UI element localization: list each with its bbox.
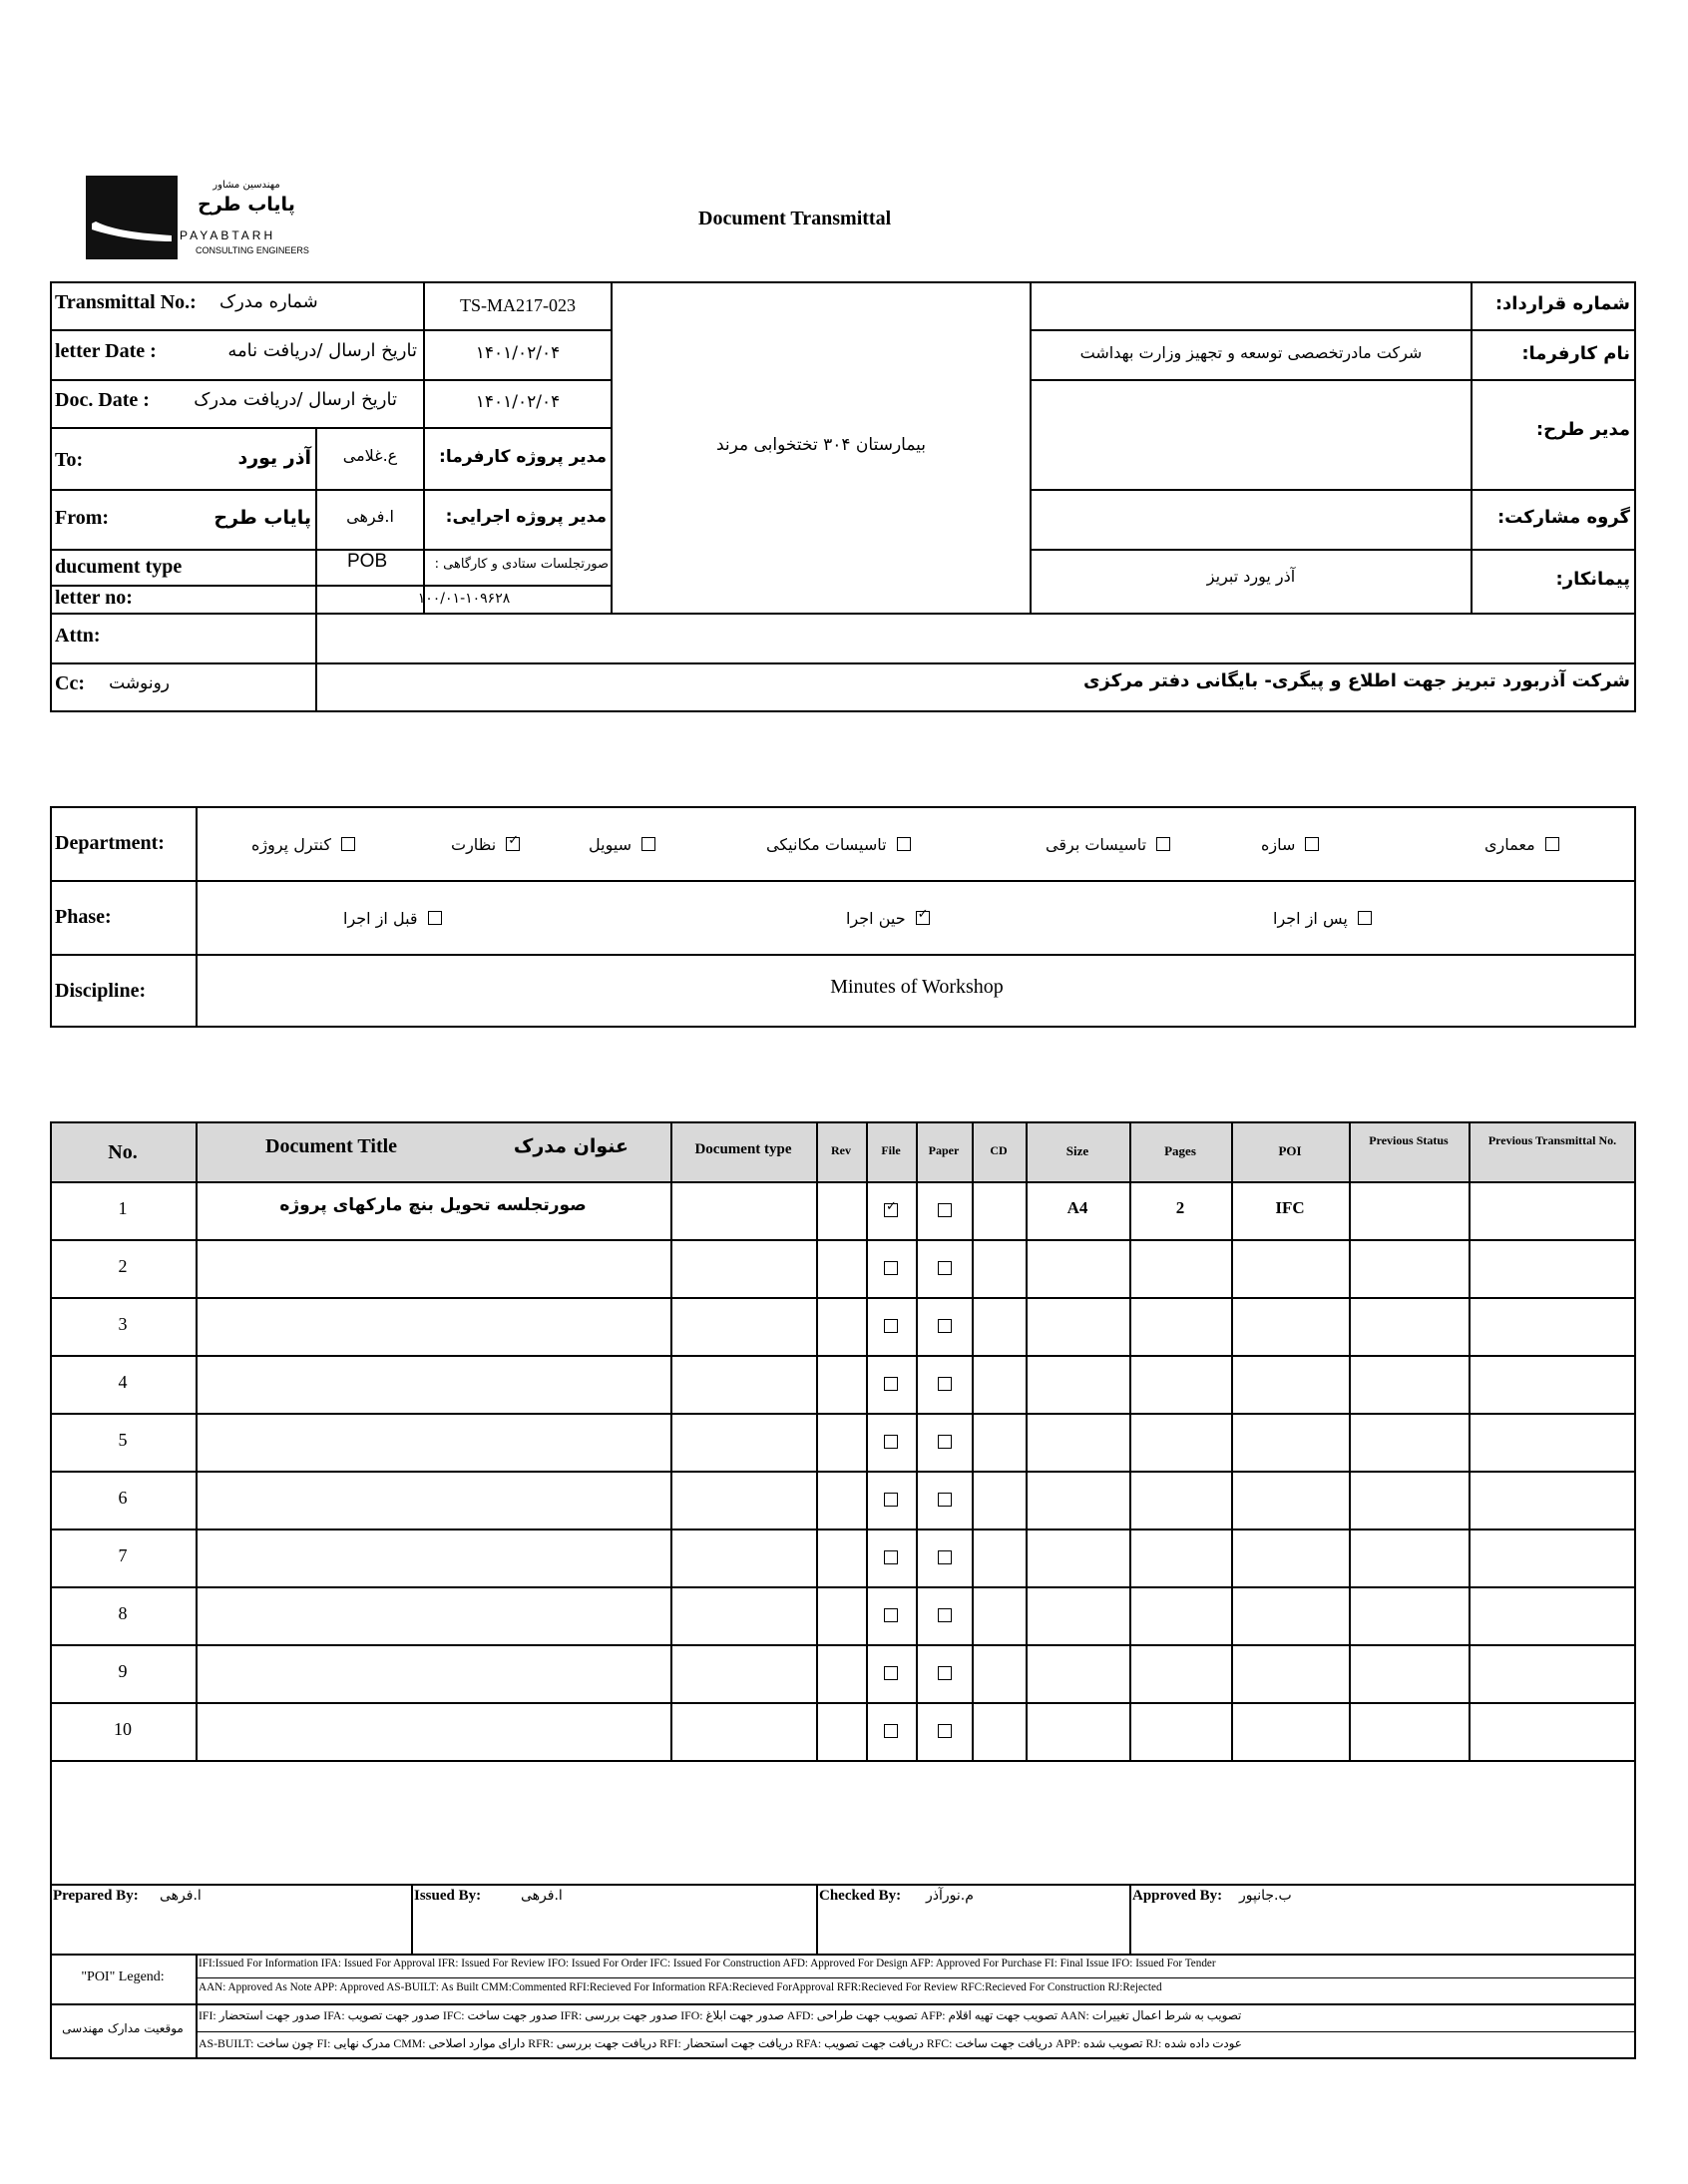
logo-text-fa: پایاب طرح xyxy=(198,194,295,216)
logo-subtext: CONSULTING ENGINEERS xyxy=(196,245,309,255)
phase-option-label: قبل از اجرا xyxy=(343,908,418,928)
department-option[interactable] xyxy=(451,824,520,864)
row-file-checkbox[interactable] xyxy=(884,1608,898,1622)
cc-value: شرکت آذربورد تبریز جهت اطلاع و پیگری- بایگانی دفتر مرکزی xyxy=(1083,670,1630,691)
from-person: ا.فرهی xyxy=(346,507,394,526)
signature-approved-value: ب.جانپور xyxy=(1239,1888,1292,1904)
row-file-checkbox[interactable] xyxy=(884,1666,898,1680)
table-header-file: File xyxy=(881,1143,901,1157)
employer-value: شرکت مادرتخصصی توسعه و تجهیز وزارت بهداشت xyxy=(1079,343,1423,362)
department-checkbox[interactable] xyxy=(897,837,911,851)
table-header-no: No. xyxy=(108,1141,138,1163)
from-label: From: xyxy=(55,507,110,529)
row-file-checkbox[interactable] xyxy=(884,1203,898,1217)
row-file-checkbox[interactable] xyxy=(884,1724,898,1738)
to-person: ع.غلامی xyxy=(342,446,398,465)
doc-date-label: Doc. Date : xyxy=(55,389,150,411)
cc-label-fa: رونوشت xyxy=(109,673,170,693)
row-number: 5 xyxy=(118,1430,128,1450)
department-option-label: کنترل پروژه xyxy=(251,834,331,854)
row-poi: IFC xyxy=(1275,1198,1305,1217)
phase-label: Phase: xyxy=(55,906,112,928)
signature-checked-label: Checked By: xyxy=(819,1888,902,1904)
to-role: مدیر پروژه کارفرما: xyxy=(439,447,607,467)
discipline-label: Discipline: xyxy=(55,980,147,1002)
department-option-label: نظارت xyxy=(451,834,497,854)
company-logo xyxy=(86,176,315,261)
table-header-doc-type: Document type xyxy=(694,1141,792,1157)
signature-approved-label: Approved By: xyxy=(1132,1888,1223,1904)
contract-no-label: شماره قرارداد: xyxy=(1494,293,1630,314)
table-header-prev-status: Previous Status xyxy=(1369,1133,1449,1147)
row-paper-checkbox[interactable] xyxy=(938,1724,952,1738)
department-option[interactable] xyxy=(589,824,655,864)
contractor-value: آذر یورد تبریز xyxy=(1206,567,1296,586)
letter-date-value: ۱۴۰۱/۰۲/۰۴ xyxy=(475,343,561,363)
department-option[interactable] xyxy=(1484,824,1559,864)
table-row xyxy=(50,1471,1636,1529)
table-row xyxy=(50,1644,1636,1702)
status-legend-label: موقعیت مدارک مهندسی xyxy=(62,2021,184,2035)
doc-type-label: ducument type xyxy=(55,556,183,578)
row-file-checkbox[interactable] xyxy=(884,1493,898,1507)
discipline-value: Minutes of Workshop xyxy=(830,976,1004,998)
row-paper-checkbox[interactable] xyxy=(938,1435,952,1449)
table-row xyxy=(50,1297,1636,1355)
project-name: بیمارستان ۳۰۴ تختخوابی مرند xyxy=(715,435,927,455)
contractor-label: پیمانکار: xyxy=(1555,569,1630,590)
letter-no-value: ۱۰۰/۰۱-۱۰۹۶۲۸ xyxy=(417,591,511,607)
logo-text-fa-small: مهندسین مشاور xyxy=(212,180,280,191)
row-file-checkbox[interactable] xyxy=(884,1377,898,1391)
row-number: 9 xyxy=(118,1661,128,1681)
attn-label: Attn: xyxy=(55,625,101,647)
row-paper-checkbox[interactable] xyxy=(938,1261,952,1275)
department-checkbox[interactable] xyxy=(341,837,355,851)
row-paper-checkbox[interactable] xyxy=(938,1319,952,1333)
from-role: مدیر پروژه اجرایی: xyxy=(445,507,607,527)
table-header-paper: Paper xyxy=(928,1143,960,1157)
transmittal-no-label-fa: شماره مدرک xyxy=(219,291,318,312)
from-value: پایاب طرح xyxy=(213,507,311,529)
signature-issued-value: ا.فرهی xyxy=(521,1888,563,1904)
department-checkbox[interactable] xyxy=(1305,837,1319,851)
table-header-cd: CD xyxy=(990,1143,1008,1157)
phase-option[interactable] xyxy=(1273,898,1372,938)
table-row xyxy=(50,1239,1636,1297)
signature-prepared-value: ا.فرهی xyxy=(160,1888,202,1904)
row-number: 6 xyxy=(118,1488,128,1508)
document-table xyxy=(50,1121,1636,2059)
plan-manager-label: مدیر طرح: xyxy=(1535,419,1630,440)
row-number: 4 xyxy=(118,1372,128,1392)
department-option-label: سیویل xyxy=(589,834,633,854)
transmittal-no-label: Transmittal No.: xyxy=(55,291,197,313)
letter-no-label: letter no: xyxy=(55,587,133,609)
poi-legend-line-1: IFI:Issued For Information IFA: Issued For Approval IFR: Issued For Review IFO: Issued For Order IFC: Issued For Construction AFD: Approved For Design AFP: Approved For Purchase FI: Final Issue IFO: Issued For Tender xyxy=(199,1958,1216,1969)
employer-label: نام کارفرما: xyxy=(1521,343,1630,364)
document-title: Document Transmittal xyxy=(698,208,892,229)
poi-legend-label: "POI" Legend: xyxy=(81,1969,165,1984)
department-option[interactable] xyxy=(251,824,355,864)
logo-text-en: PAYABTARH xyxy=(180,228,276,242)
table-row xyxy=(50,1529,1636,1586)
row-pages: 2 xyxy=(1175,1198,1185,1217)
table-row xyxy=(50,1586,1636,1644)
department-option[interactable] xyxy=(1046,824,1170,864)
status-legend-line-1: IFI: صدور جهت استحضار IFA: صدور جهت تصویب IFC: صدور جهت ساخت IFR: صدور جهت بررسی IFO: صدور جهت ابلاغ AFD: تصویب جهت طراحی AFP: تصویب جهت تهیه اقلام AAN: تصویب به شرط اعمال تغییرات xyxy=(199,2008,1242,2022)
row-size: A4 xyxy=(1066,1198,1088,1217)
table-row xyxy=(50,1413,1636,1471)
row-paper-checkbox[interactable] xyxy=(938,1493,952,1507)
table-header-poi: POI xyxy=(1278,1143,1302,1158)
row-paper-checkbox[interactable] xyxy=(938,1203,952,1217)
row-paper-checkbox[interactable] xyxy=(938,1608,952,1622)
table-header-rev: Rev xyxy=(831,1143,851,1157)
department-checkbox[interactable] xyxy=(1156,837,1170,851)
signature-prepared-label: Prepared By: xyxy=(53,1888,139,1904)
row-paper-checkbox[interactable] xyxy=(938,1666,952,1680)
department-option[interactable] xyxy=(766,824,911,864)
table-row xyxy=(50,1181,1636,1239)
poi-legend-line-2: AAN: Approved As Note APP: Approved AS-BUILT: As Built CMM:Commented RFI:Recieved For Information RFA:Recieved ForApproval RFR:Recieved For Review RFC:Recieved For Construction RJ:Rejected xyxy=(199,1981,1162,1993)
row-paper-checkbox[interactable] xyxy=(938,1550,952,1564)
partnership-label: گروه مشارکت: xyxy=(1496,507,1630,528)
logo-mark xyxy=(86,176,178,259)
phase-option[interactable] xyxy=(846,898,930,938)
status-legend-line-2: AS-BUILT: چون ساخت FI: مدرک نهایی CMM: دارای موارد اصلاحی RFR: دریافت جهت بررسی RFI: دریافت جهت استحضار RFA: دریافت جهت تصویب RFC: دریافت جهت ساخت APP: تصویب شده RJ: عودت داده شده xyxy=(199,2036,1242,2050)
department-option-label: تاسیسات برقی xyxy=(1046,834,1147,854)
phase-option[interactable] xyxy=(343,898,442,938)
table-row xyxy=(50,1702,1636,1760)
row-file-checkbox[interactable] xyxy=(884,1261,898,1275)
signature-checked-value: م.نورآذر xyxy=(926,1888,974,1904)
row-number: 10 xyxy=(114,1719,132,1739)
table-header-pages: Pages xyxy=(1164,1143,1196,1158)
row-file-checkbox[interactable] xyxy=(884,1550,898,1564)
phase-checkbox[interactable] xyxy=(1358,911,1372,925)
phase-checkbox[interactable] xyxy=(916,911,930,925)
table-header-title-en: Document Title xyxy=(265,1135,398,1157)
department-options xyxy=(198,824,1634,864)
doc-type-value-fa: صورتجلسات ستادی و کارگاهی : xyxy=(434,557,609,572)
letter-date-label: letter Date : xyxy=(55,340,157,362)
table-header-prev-transmittal: Previous Transmittal No. xyxy=(1487,1133,1617,1147)
signature-issued-label: Issued By: xyxy=(414,1888,482,1904)
row-file-checkbox[interactable] xyxy=(884,1319,898,1333)
phase-checkbox[interactable] xyxy=(428,911,442,925)
row-number: 7 xyxy=(118,1545,128,1565)
cc-label: Cc: xyxy=(55,672,85,694)
doc-type-value: POB xyxy=(347,551,388,572)
department-option-label: تاسیسات مکانیکی xyxy=(766,834,887,854)
row-number: 2 xyxy=(118,1256,128,1276)
row-file-checkbox[interactable] xyxy=(884,1435,898,1449)
table-header-size: Size xyxy=(1065,1143,1089,1158)
row-document-title: صورتجلسه تحویل بنچ مارکهای پروژه xyxy=(279,1195,587,1215)
to-label: To: xyxy=(55,449,84,471)
department-checkbox[interactable] xyxy=(1545,837,1559,851)
department-option-label: سازه xyxy=(1261,834,1296,854)
table-row xyxy=(50,1355,1636,1413)
department-checkbox[interactable] xyxy=(641,837,655,851)
department-label: Department: xyxy=(55,832,165,854)
department-checkbox[interactable] xyxy=(506,837,520,851)
department-option-label: معماری xyxy=(1484,834,1535,854)
department-option[interactable] xyxy=(1261,824,1319,864)
transmittal-no-value: TS-MA217-023 xyxy=(460,295,576,315)
phase-options xyxy=(198,898,1634,938)
letter-date-label-fa: تاریخ ارسال /دریافت نامه xyxy=(227,340,417,361)
row-number: 3 xyxy=(118,1314,128,1334)
doc-date-label-fa: تاریخ ارسال /دریافت مدرک xyxy=(194,389,397,410)
doc-date-value: ۱۴۰۱/۰۲/۰۴ xyxy=(475,392,561,412)
to-value: آذر یورد xyxy=(237,447,311,469)
phase-option-label: حین اجرا xyxy=(846,908,906,928)
row-number: 1 xyxy=(118,1198,128,1218)
phase-option-label: پس از اجرا xyxy=(1273,908,1348,928)
row-number: 8 xyxy=(118,1603,128,1623)
row-paper-checkbox[interactable] xyxy=(938,1377,952,1391)
table-header-title-fa: عنوان مدرک xyxy=(513,1135,629,1157)
